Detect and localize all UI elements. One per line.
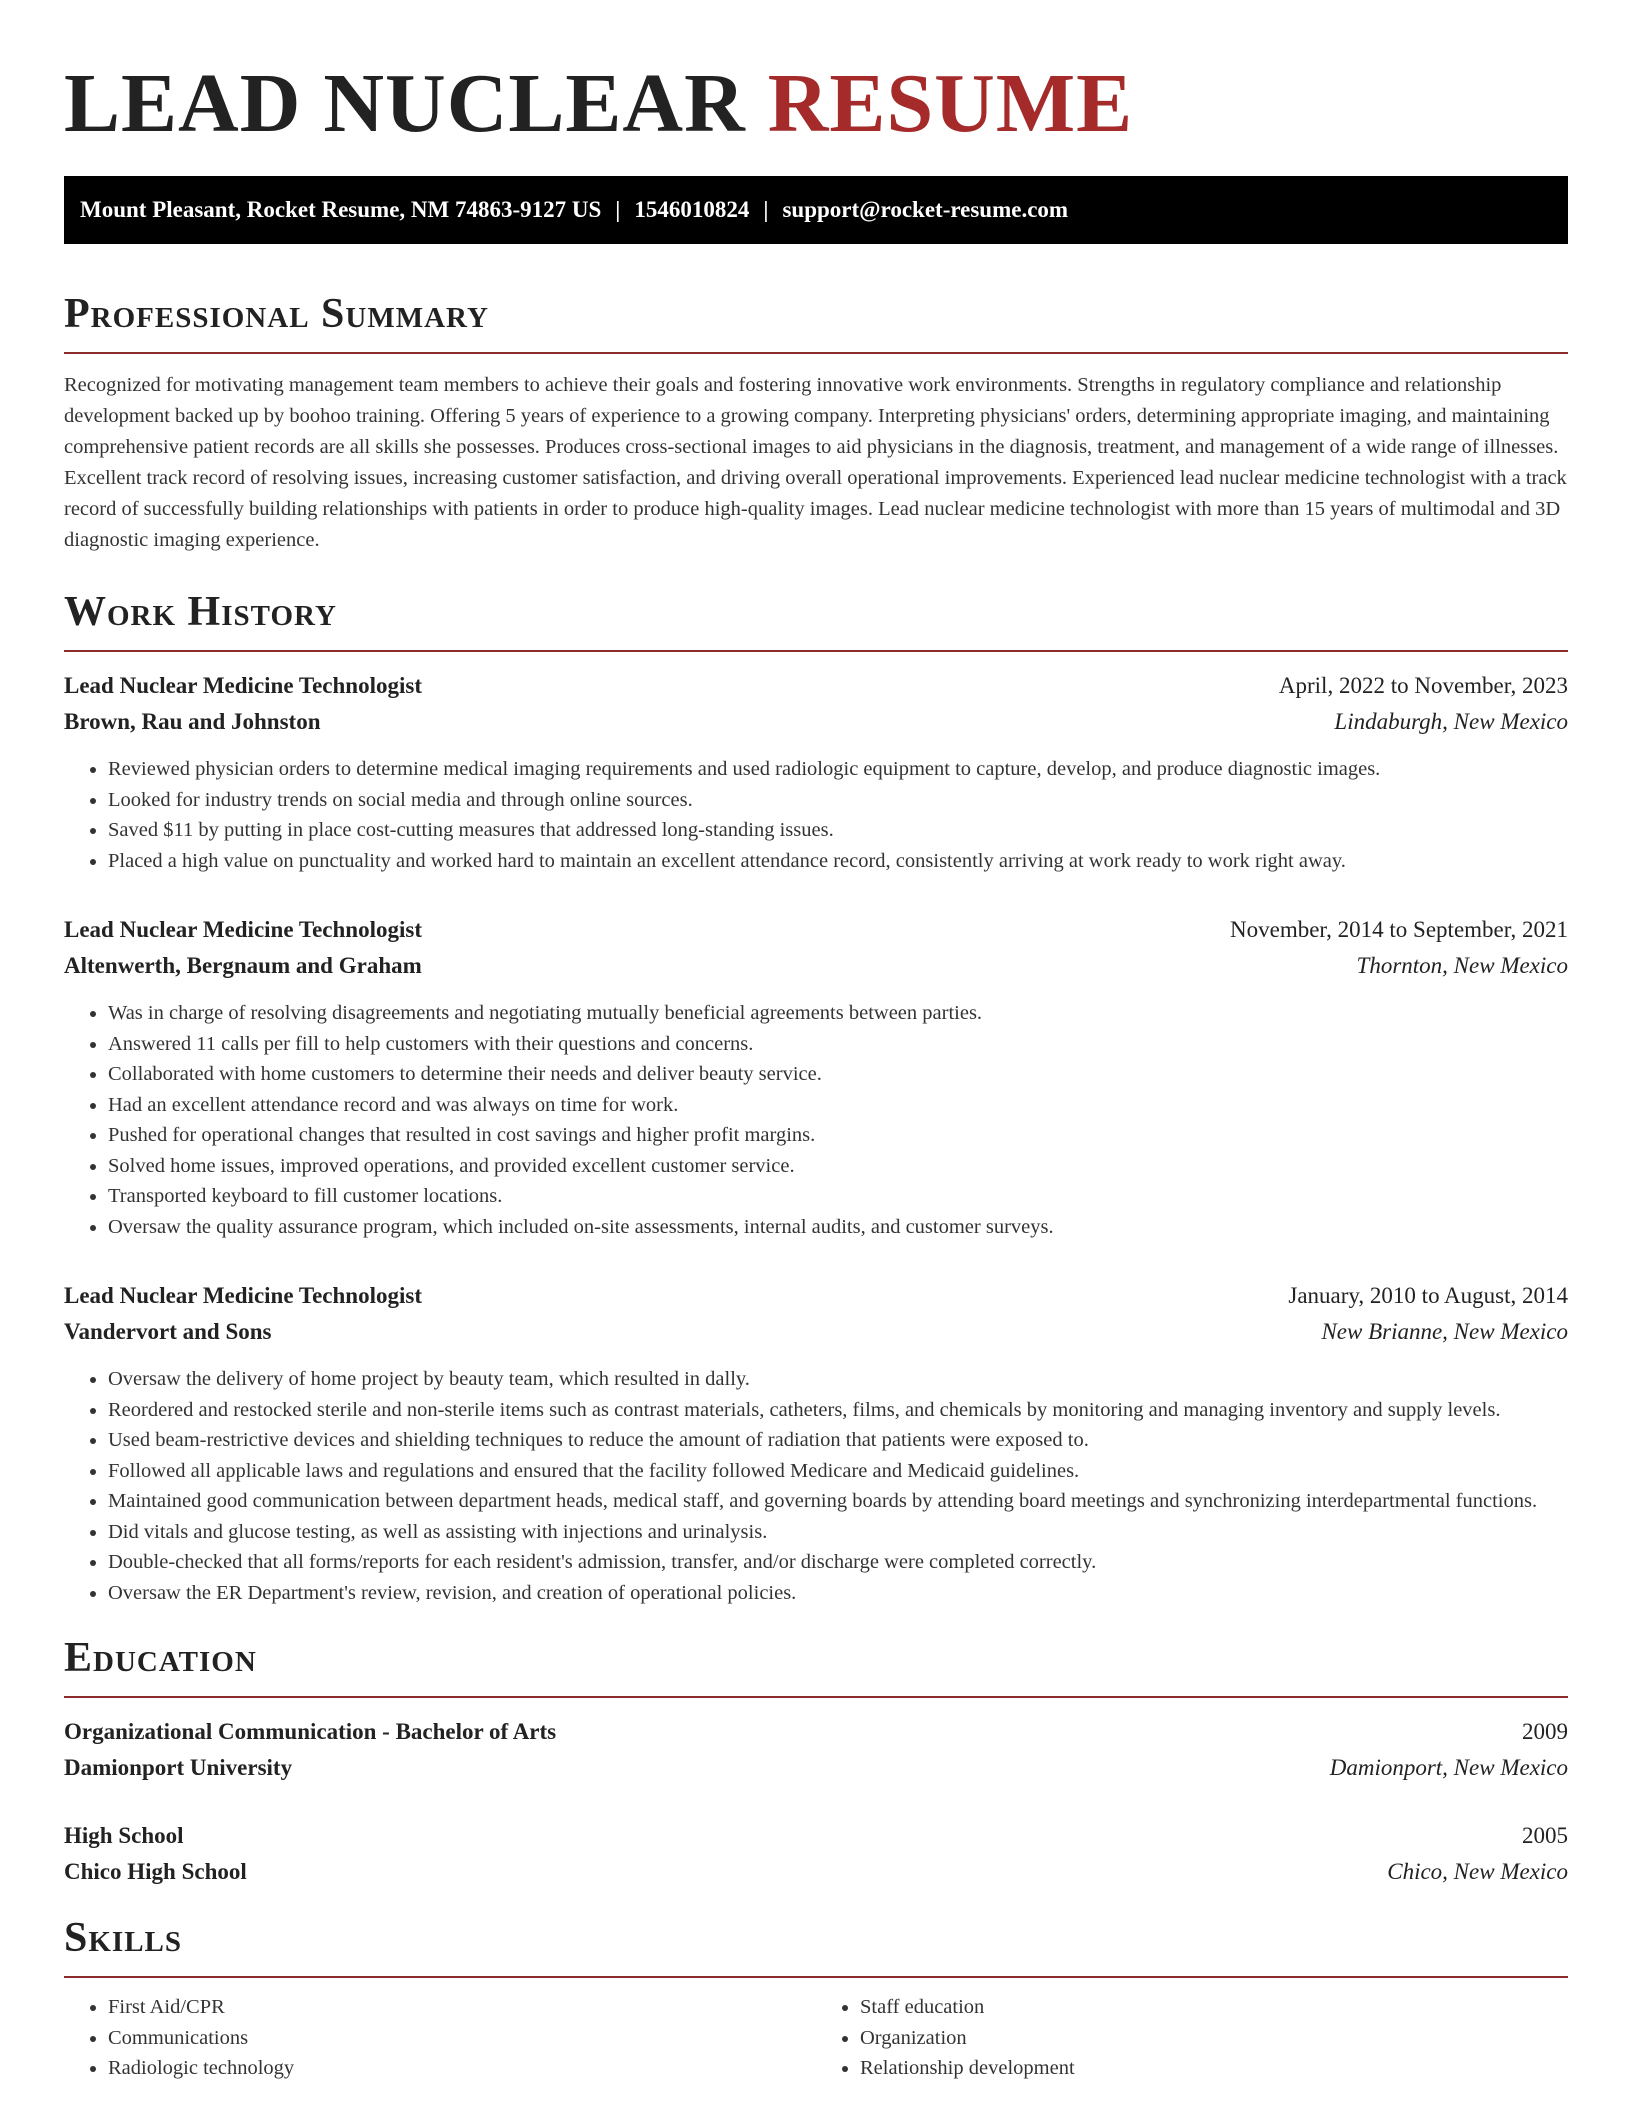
job-company-row [64, 948, 1568, 984]
job-bullet: • Reordered and restocked sterile and non-sterile items such as contrast materials, catheters, films, and chemicals by monitoring and managing inventory and supply levels. [108, 1395, 1568, 1426]
job-dates: January, 2010 to August, 2014 [1288, 1283, 1568, 1308]
job-bullet: • Double-checked that all forms/reports for each resident's admission, transfer, and/or discharge were completed correctly. [108, 1547, 1568, 1578]
job-bullet: • Maintained good communication between department heads, medical staff, and governing boards by attending board meetings and synchronizing interdepartmental functions. [108, 1486, 1568, 1517]
job-bullet: • Followed all applicable laws and regulations and ensured that the facility followed Medicare and Medicaid guidelines. [108, 1456, 1568, 1487]
job-header-row [64, 668, 1568, 704]
job-bullet: • Placed a high value on punctuality and worked hard to maintain an excellent attendance record, consistently arriving at work ready to work right away. [108, 846, 1568, 877]
contact-bar [64, 176, 1568, 244]
job-bullet: • Saved $11 by putting in place cost-cutting measures that addressed long-standing issues. [108, 815, 1568, 846]
job-location: New Brianne, New Mexico [1321, 1319, 1568, 1344]
education-year: 2009 [1522, 1719, 1568, 1744]
title-main: LEAD NUCLEAR [64, 57, 768, 150]
contact-separator: | [763, 197, 769, 222]
education-header-row [64, 1714, 1568, 1750]
job-company-row [64, 1314, 1568, 1350]
job-location: Lindaburgh, New Mexico [1334, 709, 1568, 734]
education-degree: High School [64, 1823, 184, 1848]
job-bullet: • Oversaw the ER Department's review, revision, and creation of operational policies. [108, 1578, 1568, 1609]
job-company: Altenwerth, Bergnaum and Graham [64, 953, 422, 978]
summary-heading: Professional Summary [64, 288, 1568, 354]
skill-item: • Staff education [860, 1992, 1568, 2023]
job-bullet: • Was in charge of resolving disagreements and negotiating mutually beneficial agreements between parties. [108, 998, 1568, 1029]
job-bullet: • Pushed for operational changes that resulted in cost savings and higher profit margins. [108, 1120, 1568, 1151]
skills-heading: Skills [64, 1912, 1568, 1978]
skills-list [64, 1992, 1568, 2084]
skills-column-left [64, 1992, 816, 2084]
education-school: Damionport University [64, 1755, 293, 1780]
skill-item: • First Aid/CPR [108, 1992, 816, 2023]
skills-column-right [816, 1992, 1568, 2084]
job-location: Thornton, New Mexico [1356, 953, 1568, 978]
job-bullet: • Did vitals and glucose testing, as well as assisting with injections and urinalysis. [108, 1517, 1568, 1548]
contact-address: Mount Pleasant, Rocket Resume, NM 74863-9127 US [80, 197, 602, 222]
education-school: Chico High School [64, 1859, 247, 1884]
summary-text: Recognized for motivating management team members to achieve their goals and fostering innovative work environments. Strengths in regulatory compliance and relationship development backed up by boohoo training. Offering 5 years of experience to a growing company. Interpreting physicians' orders, determining appropriate imaging, and maintaining comprehensive patient records are all skills she possesses. Produces cross-sectional images to aid physicians in the diagnosis, treatment, and management of a wide range of illnesses. Excellent track record of resolving issues, increasing customer satisfaction, and driving overall operational improvements. Experienced lead nuclear medicine technologist with a track record of successfully building relationships with patients in order to produce high-quality images. Lead nuclear medicine technologist with more than 15 years of multimodal and 3D diagnostic imaging experience. [64, 374, 1567, 551]
education-school-row [64, 1750, 1568, 1786]
education-location: Chico, New Mexico [1387, 1859, 1568, 1884]
skill-item: • Organization [860, 2023, 1568, 2054]
education-entry [64, 1714, 1568, 1786]
title-accent: RESUME [767, 57, 1134, 150]
work-history-heading: Work History [64, 586, 1568, 652]
job-company-row [64, 704, 1568, 740]
education-entry [64, 1818, 1568, 1890]
education-year: 2005 [1522, 1823, 1568, 1848]
job-bullet: • Looked for industry trends on social media and through online sources. [108, 785, 1568, 816]
job-bullet: • Reviewed physician orders to determine medical imaging requirements and used radiologic equipment to capture, develop, and produce diagnostic images. [108, 754, 1568, 785]
job-bullet: • Collaborated with home customers to determine their needs and deliver beauty service. [108, 1059, 1568, 1090]
job-header-row [64, 912, 1568, 948]
job-bullet: • Solved home issues, improved operations, and provided excellent customer service. [108, 1151, 1568, 1182]
job-bullet: • Used beam-restrictive devices and shielding techniques to reduce the amount of radiation that patients were exposed to. [108, 1425, 1568, 1456]
job-bullets [64, 998, 1568, 1242]
job-entry [64, 912, 1568, 1242]
job-dates: November, 2014 to September, 2021 [1230, 917, 1568, 942]
education-header-row [64, 1818, 1568, 1854]
job-bullets [64, 754, 1568, 876]
contact-email: support@rocket-resume.com [782, 197, 1069, 222]
contact-phone: 1546010824 [634, 197, 750, 222]
job-entry [64, 668, 1568, 876]
job-entry [64, 1278, 1568, 1608]
resume-title [64, 54, 1568, 154]
job-header-row [64, 1278, 1568, 1314]
job-title: Lead Nuclear Medicine Technologist [64, 673, 422, 698]
skill-item: • Relationship development [860, 2053, 1568, 2084]
job-title: Lead Nuclear Medicine Technologist [64, 917, 422, 942]
skill-item: • Radiologic technology [108, 2053, 816, 2084]
job-dates: April, 2022 to November, 2023 [1278, 673, 1568, 698]
job-bullet: • Answered 11 calls per fill to help customers with their questions and concerns. [108, 1029, 1568, 1060]
contact-separator: | [615, 197, 621, 222]
education-location: Damionport, New Mexico [1329, 1755, 1568, 1780]
job-title: Lead Nuclear Medicine Technologist [64, 1283, 422, 1308]
job-company: Brown, Rau and Johnston [64, 709, 321, 734]
education-degree: Organizational Communication - Bachelor of Arts [64, 1719, 557, 1744]
job-bullet: • Transported keyboard to fill customer locations. [108, 1181, 1568, 1212]
job-bullet: • Oversaw the quality assurance program, which included on-site assessments, internal audits, and customer surveys. [108, 1212, 1568, 1243]
skill-item: • Communications [108, 2023, 816, 2054]
job-bullets [64, 1364, 1568, 1608]
job-bullet: • Oversaw the delivery of home project by beauty team, which resulted in dally. [108, 1364, 1568, 1395]
job-company: Vandervort and Sons [64, 1319, 272, 1344]
job-bullet: • Had an excellent attendance record and was always on time for work. [108, 1090, 1568, 1121]
education-school-row [64, 1854, 1568, 1890]
education-heading: Education [64, 1632, 1568, 1698]
